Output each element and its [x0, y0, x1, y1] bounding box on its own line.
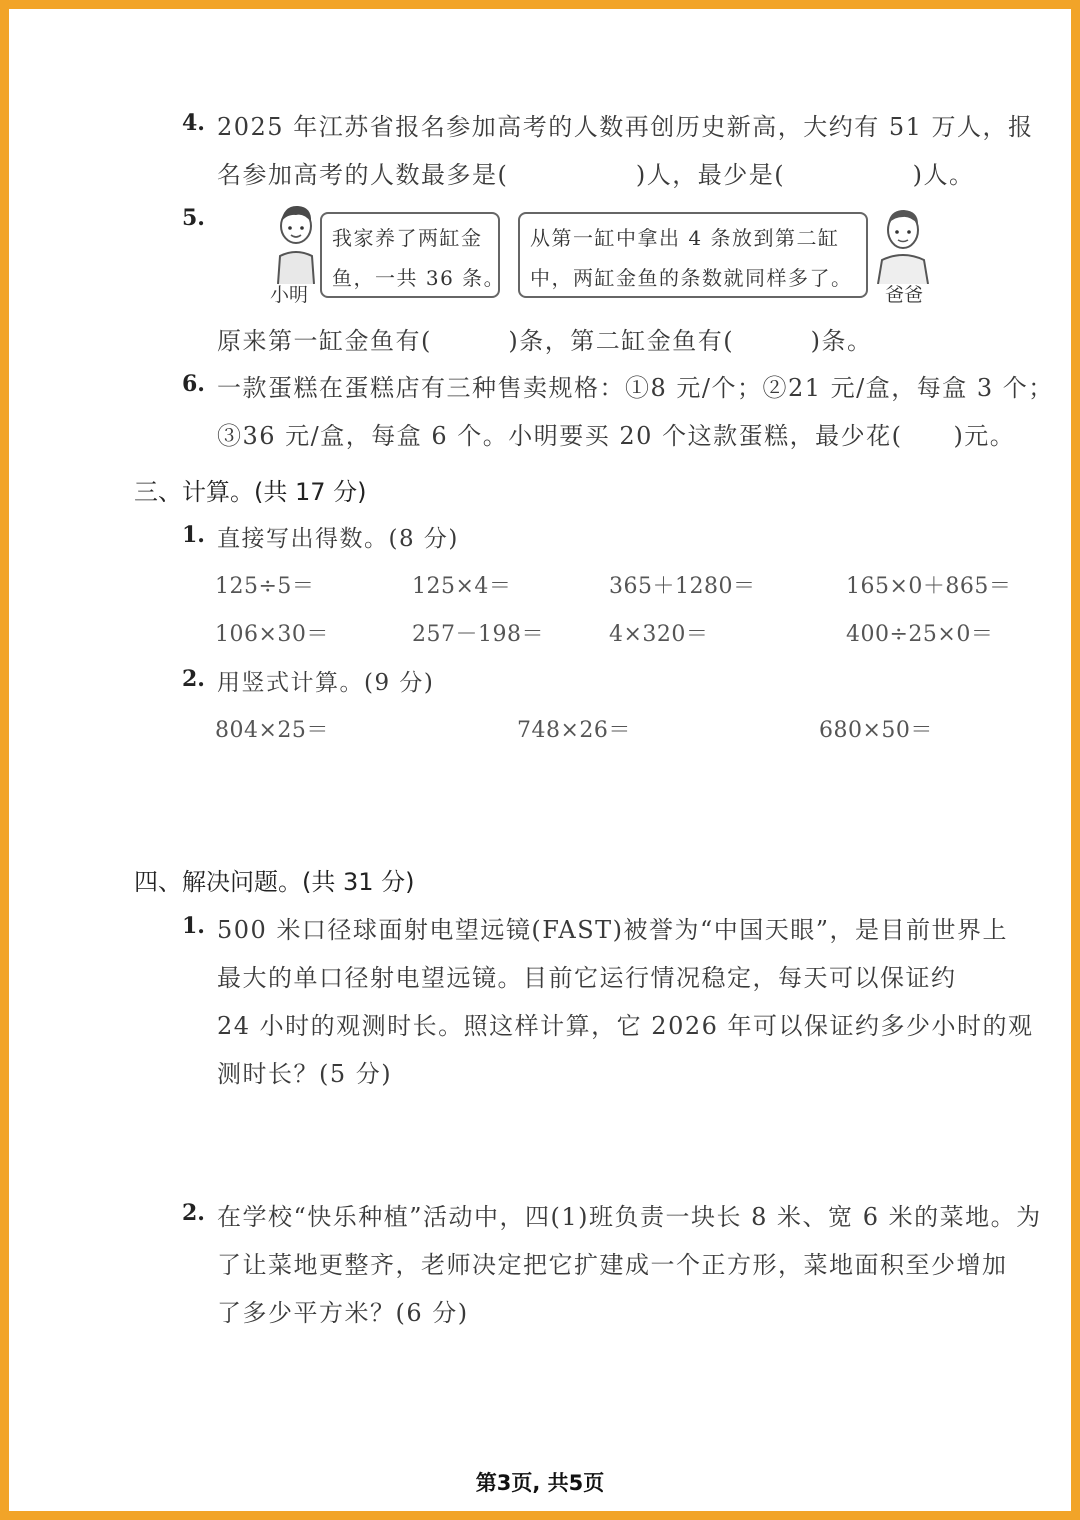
equation-r2-c4: 400÷25×0＝	[846, 622, 994, 647]
bubble2-line-2: 中，两缸金鱼的条数就同样多了。	[530, 266, 853, 290]
s4-p1-line-4: 测时长？(5 分)	[217, 1060, 393, 1088]
vertical-calc-2: 748×26＝	[517, 718, 631, 743]
s4-p1-line-3: 24 小时的观测时长。照这样计算，它 2026 年可以保证约多少小时的观	[217, 1012, 1034, 1040]
section-4-title: 四、解决问题。(共 31 分)	[134, 868, 415, 896]
page-number: 第3页, 共5页	[475, 1471, 605, 1495]
s4-p2-line-1: 在学校“快乐种植”活动中，四(1)班负责一块长 8 米、宽 6 米的菜地。为	[217, 1203, 1042, 1231]
vertical-calc-1: 804×25＝	[215, 718, 329, 743]
equation-r1-c1: 125÷5＝	[215, 574, 315, 599]
bubble1-line-2: 鱼，一共 36 条。	[332, 266, 506, 290]
bubble1-line-1: 我家养了两缸金	[332, 226, 483, 250]
s4-p2-number: 2.	[182, 1200, 205, 1226]
q4-number: 4.	[182, 110, 205, 136]
dad-speech-bubble	[518, 212, 868, 298]
s3-sub2-number: 2.	[182, 666, 205, 692]
q4-line-2: 名参加高考的人数最多是( )人，最少是( )人。	[217, 161, 975, 189]
equation-r1-c2: 125×4＝	[412, 574, 512, 599]
q6-line-2: ③36 元/盒，每盒 6 个。小明要买 20 个这款蛋糕，最少花( )元。	[217, 422, 1016, 450]
equation-r1-c4: 165×0＋865＝	[846, 574, 1012, 599]
xiaoming-speech-bubble	[320, 212, 506, 298]
q5-number: 5.	[182, 205, 205, 231]
s4-p2-line-3: 了多少平方米？(6 分)	[217, 1299, 469, 1327]
dad-figure	[874, 204, 932, 284]
s3-sub1-number: 1.	[182, 522, 205, 548]
q6-line-1: 一款蛋糕在蛋糕店有三种售卖规格：①8 元/个；②21 元/盒，每盒 3 个；	[217, 374, 1054, 402]
q4-line-1: 2025 年江苏省报名参加高考的人数再创历史新高，大约有 51 万人，报	[217, 113, 1034, 141]
s3-sub1-text: 直接写出得数。(8 分)	[217, 526, 459, 552]
s3-sub2-text: 用竖式计算。(9 分)	[217, 670, 435, 696]
s4-p1-number: 1.	[182, 913, 205, 939]
equation-r2-c3: 4×320＝	[609, 622, 709, 647]
equation-r2-c2: 257－198＝	[412, 622, 544, 647]
xiaoming-figure	[272, 200, 320, 284]
s4-p2-line-2: 了让菜地更整齐，老师决定把它扩建成一个正方形，菜地面积至少增加	[217, 1251, 1008, 1279]
dad-label: 爸爸	[885, 284, 924, 306]
q6-number: 6.	[182, 371, 205, 397]
s4-p1-line-1: 500 米口径球面射电望远镜(FAST)被誉为“中国天眼”，是目前世界上	[217, 916, 1009, 944]
bubble2-line-1: 从第一缸中拿出 4 条放到第二缸	[530, 226, 840, 250]
equation-r2-c1: 106×30＝	[215, 622, 329, 647]
q5-answer-line: 原来第一缸金鱼有( )条，第二缸金鱼有( )条。	[217, 327, 873, 355]
xiaoming-label: 小明	[270, 284, 309, 306]
s4-p1-line-2: 最大的单口径射电望远镜。目前它运行情况稳定，每天可以保证约	[217, 964, 957, 992]
equation-r1-c3: 365＋1280＝	[609, 574, 756, 599]
section-3-title: 三、计算。(共 17 分)	[134, 478, 367, 506]
vertical-calc-3: 680×50＝	[819, 718, 933, 743]
